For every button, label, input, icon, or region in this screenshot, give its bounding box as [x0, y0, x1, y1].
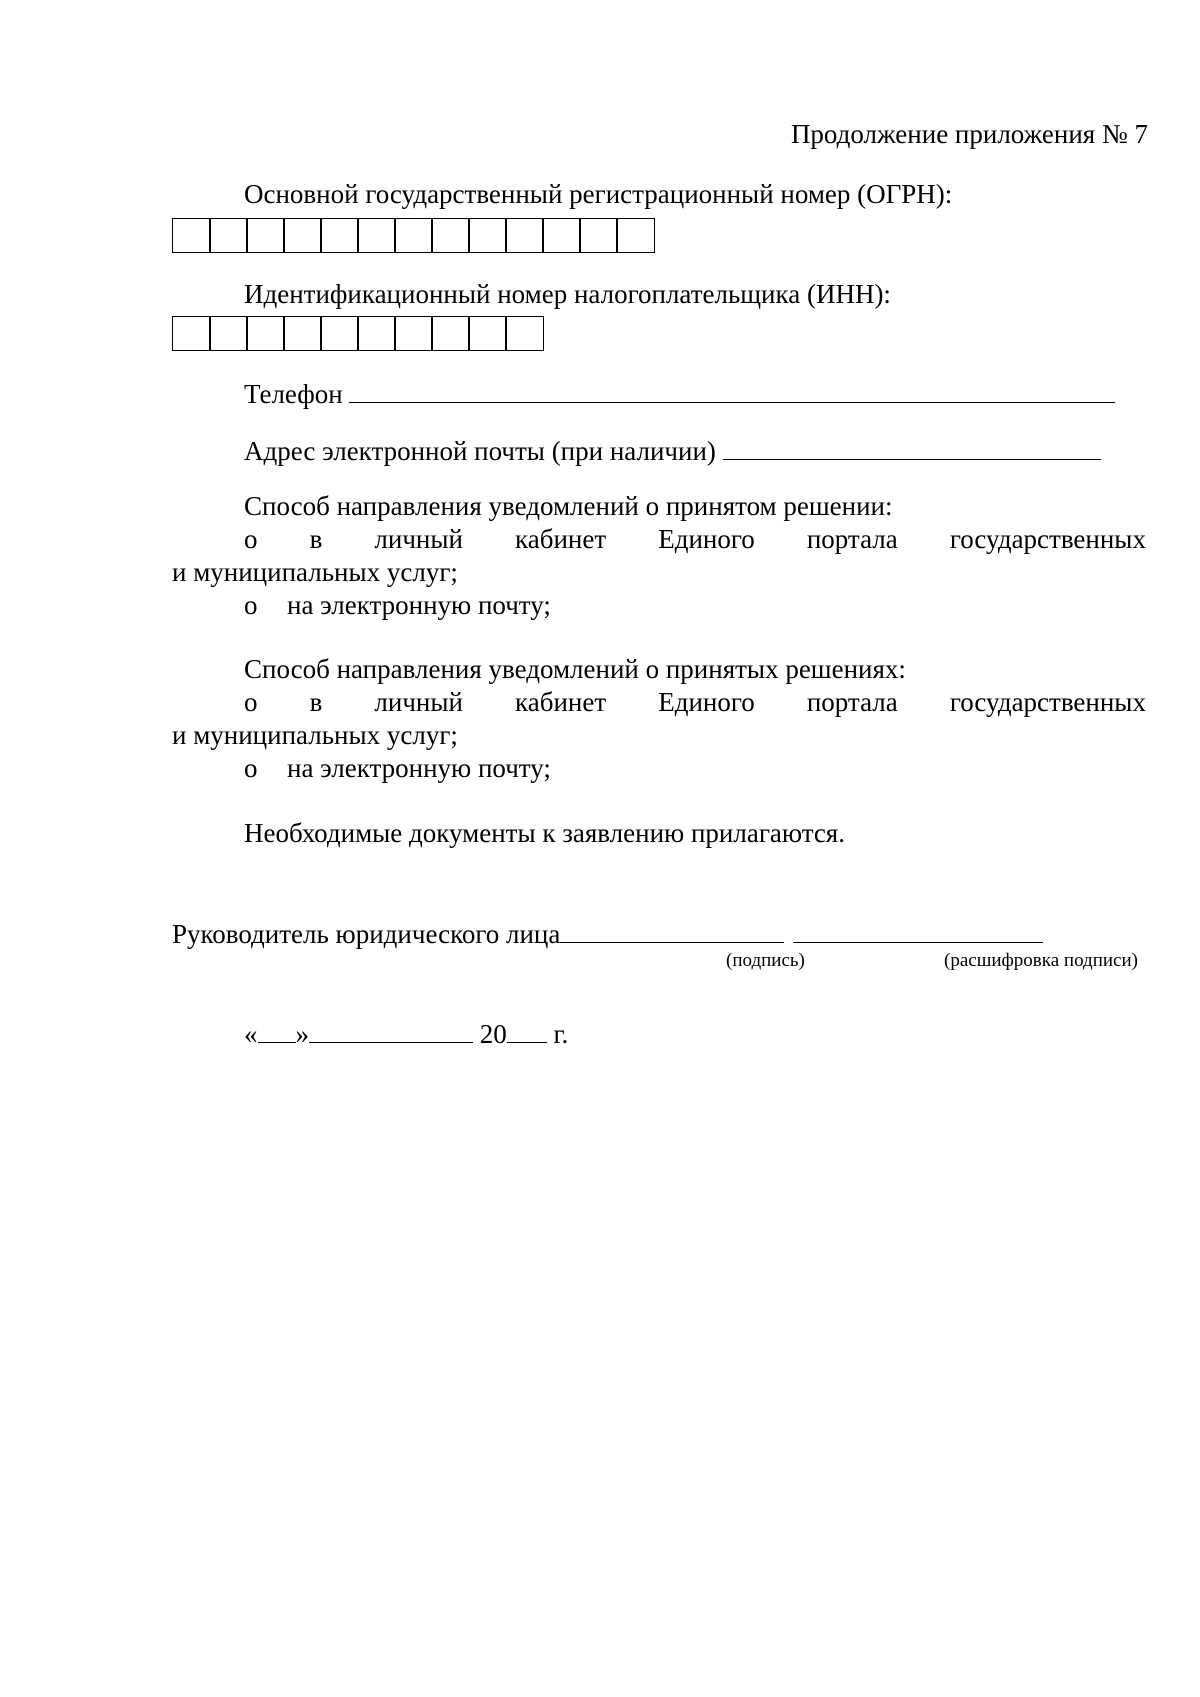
radio-bullet[interactable]: o [244, 753, 258, 783]
ogrn-cell[interactable] [172, 218, 211, 253]
ogrn-cell[interactable] [283, 218, 322, 253]
inn-cell[interactable] [431, 316, 470, 351]
email-label: Адрес электронной почты (при наличии) [244, 436, 716, 466]
date-day-field[interactable] [258, 1016, 296, 1043]
inn-cell[interactable] [320, 316, 359, 351]
notify-multi-option1[interactable] [244, 686, 1146, 719]
date-year-prefix: 20 [479, 1019, 507, 1049]
inn-cell[interactable] [357, 316, 396, 351]
date-close-quote: » [295, 1019, 309, 1049]
inn-cell[interactable] [209, 316, 248, 351]
notify-single-title: Способ направления уведомлений о принятом решении: [244, 491, 893, 521]
date-open-quote: « [244, 1019, 258, 1049]
option-label: на электронную почту; [287, 753, 551, 783]
ogrn-cell[interactable] [616, 218, 655, 253]
inn-cell[interactable] [468, 316, 507, 351]
signature-label: Руководитель юридического лица [172, 919, 561, 949]
signature-caption: (подпись) [726, 950, 805, 971]
ogrn-cell[interactable] [320, 218, 359, 253]
option-word: Единого [658, 687, 755, 717]
signature-decode-caption: (расшифровка подписи) [944, 950, 1138, 971]
notify-single-option1[interactable] [244, 523, 1146, 556]
signature-decode-field[interactable] [793, 916, 1043, 943]
radio-bullet[interactable]: o [244, 687, 258, 717]
option-word: в [309, 524, 323, 554]
email-field[interactable] [723, 433, 1101, 460]
option-word: государственных [949, 524, 1146, 554]
notify-single-option1-cont: и муниципальных услуг; [172, 557, 458, 587]
inn-cell[interactable] [394, 316, 433, 351]
radio-bullet[interactable]: o [244, 524, 258, 554]
date-month-field[interactable] [309, 1016, 473, 1043]
ogrn-cell[interactable] [209, 218, 248, 253]
inn-cell[interactable] [172, 316, 211, 351]
documents-note: Необходимые документы к заявлению прилагаются. [244, 818, 845, 848]
ogrn-cell[interactable] [357, 218, 396, 253]
notify-multi-title: Способ направления уведомлений о принятых решениях: [244, 654, 906, 684]
inn-grid[interactable] [172, 316, 544, 351]
ogrn-label: Основной государственный регистрационный номер (ОГРН): [244, 179, 953, 209]
phone-row [244, 376, 1115, 411]
ogrn-cell[interactable] [468, 218, 507, 253]
notify-multi-option2[interactable] [244, 752, 551, 785]
inn-label: Идентификационный номер налогоплательщика (ИНН): [244, 279, 891, 309]
continuation-header: Продолжение приложения № 7 [790, 119, 1148, 149]
inn-cell[interactable] [283, 316, 322, 351]
ogrn-cell[interactable] [542, 218, 581, 253]
option-word: портала [806, 687, 898, 717]
radio-bullet[interactable]: o [244, 590, 258, 620]
ogrn-cell[interactable] [505, 218, 544, 253]
option-word: личный [374, 524, 463, 554]
ogrn-grid[interactable] [172, 218, 655, 253]
date-year-suffix: г. [553, 1019, 569, 1049]
ogrn-cell[interactable] [579, 218, 618, 253]
ogrn-cell[interactable] [394, 218, 433, 253]
phone-label: Телефон [244, 379, 343, 409]
option-word: портала [806, 524, 898, 554]
inn-cell[interactable] [246, 316, 285, 351]
option-word: кабинет [515, 687, 607, 717]
option-word: Единого [658, 524, 755, 554]
phone-field[interactable] [349, 376, 1115, 403]
option-word: личный [374, 687, 463, 717]
ogrn-cell[interactable] [246, 218, 285, 253]
option-word: государственных [949, 687, 1146, 717]
signature-field[interactable] [560, 916, 784, 943]
notify-multi-option1-cont: и муниципальных услуг; [172, 720, 458, 750]
email-row [244, 433, 1101, 468]
inn-cell[interactable] [505, 316, 544, 351]
option-word: в [309, 687, 323, 717]
ogrn-cell[interactable] [431, 218, 470, 253]
notify-single-option2[interactable] [244, 589, 551, 622]
option-word: кабинет [515, 524, 607, 554]
option-label: на электронную почту; [287, 590, 551, 620]
date-year-field[interactable] [507, 1016, 547, 1043]
signature-row [172, 916, 1043, 951]
date-row [244, 1016, 568, 1051]
